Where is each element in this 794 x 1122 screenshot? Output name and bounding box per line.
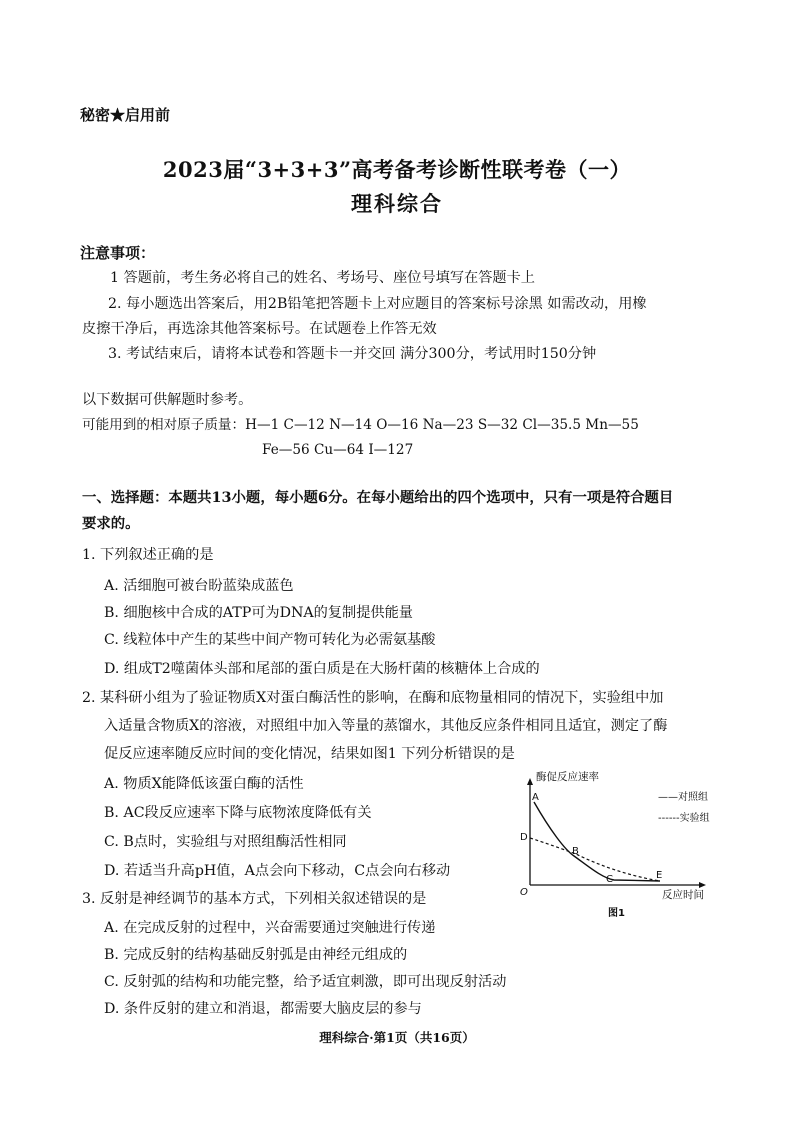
control-curve [534, 802, 663, 881]
point-a-label: A [532, 792, 539, 803]
question-3-option-b: B. 完成反射的结构基础反射弧是由神经元组成的 [104, 947, 408, 963]
reference-intro: 以下数据可供解题时参考。 [82, 392, 253, 408]
atomic-masses-line1: 可能用到的相对原子质量：H—1 C—12 N—14 O—16 Na—23 S—32 Cl—35.5 Mn—55 [82, 417, 639, 433]
question-2-stem-line2: 入适量含物质X的溶液，对照组中加入等量的蒸馏水，其他反应条件相同且适宜，测定了酶 [104, 718, 668, 734]
experiment-curve [530, 838, 663, 881]
notice-item-2-cont: 皮擦干净后，再选涂其他答案标号。在试题卷上作答无效 [82, 321, 437, 337]
section-heading-cont: 要求的。 [82, 515, 140, 532]
point-e-label: E [656, 870, 663, 881]
secret-label: 秘密★启用前 [80, 106, 171, 124]
origin-label: O [520, 887, 528, 898]
question-2-option-c: C. B点时，实验组与对照组酶活性相同 [104, 834, 347, 850]
x-axis-arrow [699, 882, 706, 888]
question-2-option-d: D. 若适当升高pH值，A点会向下移动，C点会向右移动 [104, 863, 451, 879]
notice-heading: 注意事项： [80, 244, 156, 262]
subject-title: 理科综合 [351, 191, 443, 216]
figure-caption: 图1 [608, 908, 625, 919]
question-1-option-d: D. 组成T2噬菌体头部和尾部的蛋白质是在大肠杆菌的核糖体上合成的 [104, 661, 540, 677]
question-1-option-c: C. 线粒体中产生的某些中间产物可转化为必需氨基酸 [104, 632, 436, 648]
question-2-stem-line3: 促反应速率随反应时间的变化情况，结果如图1 下列分析错误的是 [104, 746, 515, 762]
question-3-stem: 3. 反射是神经调节的基本方式，下列相关叙述错误的是 [82, 891, 427, 907]
point-b-label: B [572, 846, 579, 857]
y-axis-arrow [527, 778, 533, 785]
question-1-stem: 1. 下列叙述正确的是 [82, 547, 214, 563]
notice-item-1: 1 答题前，考生务必将自己的姓名、考场号、座位号填写在答题卡上 [110, 270, 535, 286]
exam-title: 2023届“3+3+3”高考备考诊断性联考卷（一） [162, 157, 632, 182]
x-axis-label: 反应时间 [662, 889, 704, 901]
question-1-option-b: B. 细胞核中合成的ATP可为DNA的复制提供能量 [104, 605, 413, 621]
point-c-label: C [606, 874, 613, 885]
page-footer: 理科综合·第1页（共16页） [319, 1030, 475, 1045]
legend-experiment: ------实验组 [658, 813, 710, 824]
question-2-option-b: B. AC段反应速率下降与底物浓度降低有关 [104, 805, 372, 821]
point-d-label: D [520, 832, 528, 843]
atomic-masses-line2: Fe—56 Cu—64 I—127 [262, 442, 414, 458]
notice-item-2: 2. 每小题选出答案后，用2B铅笔把答题卡上对应题目的答案标号涂黑 如需改动，用橡 [108, 296, 647, 312]
question-2-option-a: A. 物质X能降低该蛋白酶的活性 [104, 776, 304, 792]
question-3-option-a: A. 在完成反射的过程中，兴奋需要通过突触进行传递 [104, 920, 436, 936]
notice-item-3: 3. 考试结束后，请将本试卷和答题卡一并交回 满分300分，考试用时150分钟 [108, 346, 597, 362]
question-3-option-c: C. 反射弧的结构和功能完整，给予适宜刺激，即可出现反射活动 [104, 974, 507, 990]
question-3-option-d: D. 条件反射的建立和消退，都需要大脑皮层的参与 [104, 1001, 422, 1017]
question-1-option-a: A. 活细胞可被台盼蓝染成蓝色 [104, 578, 294, 594]
legend-control: ——对照组 [658, 792, 708, 803]
figure-1 [510, 770, 730, 920]
question-2-stem-line1: 2. 某科研小组为了验证物质X对蛋白酶活性的影响，在酶和底物量相同的情况下，实验组中加 [82, 690, 664, 706]
y-axis-label: 酶促反应速率 [536, 771, 599, 783]
section-heading: 一、选择题：本题共13小题，每小题6分。在每小题给出的四个选项中，只有一项是符合题目 [82, 489, 674, 506]
